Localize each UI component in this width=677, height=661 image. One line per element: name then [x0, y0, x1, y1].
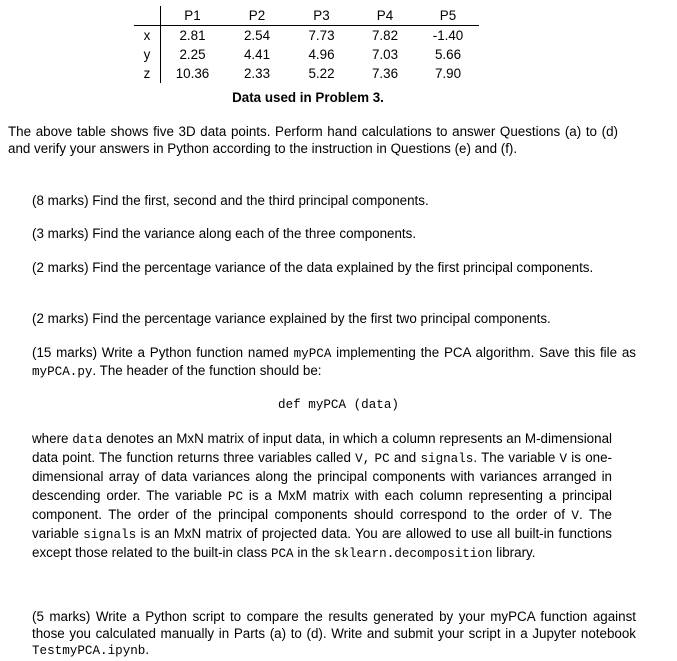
desc-text: . The variable: [32, 506, 612, 542]
table-cell: 2.81: [179, 28, 206, 43]
table-cell: 2.33: [243, 66, 271, 81]
table-cell: 7.36: [371, 66, 399, 81]
table-cell: 2.54: [243, 28, 271, 43]
table-cell: 5.22: [308, 66, 335, 81]
file-name-code: myPCA.py: [32, 364, 93, 379]
question-label: [8, 260, 32, 277]
question-text: (15 marks) Write a Python function named: [32, 345, 294, 360]
table-row: [134, 26, 479, 46]
table-cell: 4.96: [308, 47, 335, 62]
question-label: [8, 311, 32, 328]
table-cell: 2.25: [179, 47, 206, 62]
table-cell: 7.90: [434, 66, 462, 81]
function-header-code: def myPCA (data): [278, 398, 399, 412]
table-cell: 7.03: [371, 47, 399, 62]
column-header: P3: [290, 6, 353, 26]
table-caption: Data used in Problem 3.: [232, 90, 384, 105]
desc-text: and: [389, 450, 421, 466]
table-cell: -1.40: [432, 28, 464, 43]
desc-text: library.: [492, 545, 536, 561]
question-e-description: [32, 430, 612, 563]
inline-code: signals: [83, 528, 137, 543]
row-label: x: [134, 26, 161, 46]
desc-text: denotes an MxN matrix of input data, in which a column represents an M-dimensional data point. The function returns three variables called: [32, 431, 612, 466]
inline-code: signals: [420, 452, 474, 467]
notebook-name-code: TestmyPCA.ipynb: [32, 644, 146, 659]
inline-code: V: [559, 452, 568, 467]
inline-code: V: [571, 508, 579, 523]
desc-text: is one-dimensional array of data variances along the principal components with variances arranged in descending order. The variable: [32, 450, 612, 503]
table-cell: 7.82: [371, 28, 399, 43]
inline-code: sklearn.decomposition: [333, 547, 493, 562]
inline-code: data: [72, 433, 103, 447]
question-label: [8, 609, 32, 626]
inline-code: PC: [227, 489, 244, 504]
desc-text: in the: [293, 545, 334, 561]
table-cell: 10.36: [175, 66, 210, 81]
row-label: z: [134, 64, 161, 83]
data-table: [134, 6, 479, 83]
question-c: [8, 260, 636, 277]
table-cell: 4.41: [243, 47, 271, 62]
table-row: [134, 64, 479, 83]
desc-text: is a MxM matrix with each column representing a principal component. The order of the principal components should correspond to the order of: [32, 487, 612, 522]
column-header: P1: [161, 6, 225, 26]
intro-paragraph: The above table shows five 3D data points. Perform hand calculations to answer Questions (a) to (d) and verify your answers in Python according to the instruction in Questions (e) and (f).: [8, 124, 618, 156]
question-label: [8, 345, 32, 362]
table-cell: 7.73: [308, 28, 335, 43]
table-cell: 5.66: [434, 47, 462, 62]
question-f: [8, 609, 636, 660]
inline-code: V,: [355, 452, 371, 467]
question-text: (2 marks) Find the percentage variance explained by the first two principal components.: [32, 311, 551, 326]
question-text: (3 marks) Find the variance along each of the three components.: [32, 226, 417, 241]
column-header: P5: [417, 6, 479, 26]
column-header: P2: [224, 6, 290, 26]
question-b: [8, 226, 636, 243]
question-text: (8 marks) Find the first, second and the third principal components.: [32, 193, 429, 208]
question-text: (5 marks) Write a Python script to compare the results generated by your myPCA function against those you calculated manually in Parts (a) to (d). Write and submit your script in a Jupyter notebook: [32, 609, 636, 641]
table-corner-cell: [134, 6, 161, 26]
table-row: [134, 45, 479, 64]
question-text: implementing the PCA algorithm. Save this file as: [331, 345, 636, 360]
desc-text: where: [32, 431, 73, 446]
table-header-row: [134, 6, 479, 26]
question-label: [8, 226, 32, 243]
question-a: [8, 193, 636, 210]
function-name-code: myPCA: [293, 347, 332, 361]
question-label: [8, 193, 32, 210]
question-text: .: [145, 642, 150, 658]
question-text: . The header of the function should be:: [92, 362, 322, 378]
question-d: [8, 311, 636, 328]
desc-text: is an MxN matrix of projected data. You are allowed to use all built-in functions except those related to the built-in class: [32, 526, 612, 561]
question-text: (2 marks) Find the percentage variance of the data explained by the first principal components.: [32, 260, 594, 275]
column-header: P4: [353, 6, 417, 26]
desc-text: . The variable: [473, 450, 560, 466]
question-e: [8, 345, 636, 380]
inline-code: PC: [374, 452, 390, 467]
row-label: y: [134, 45, 161, 64]
inline-code: PCA: [270, 547, 294, 562]
